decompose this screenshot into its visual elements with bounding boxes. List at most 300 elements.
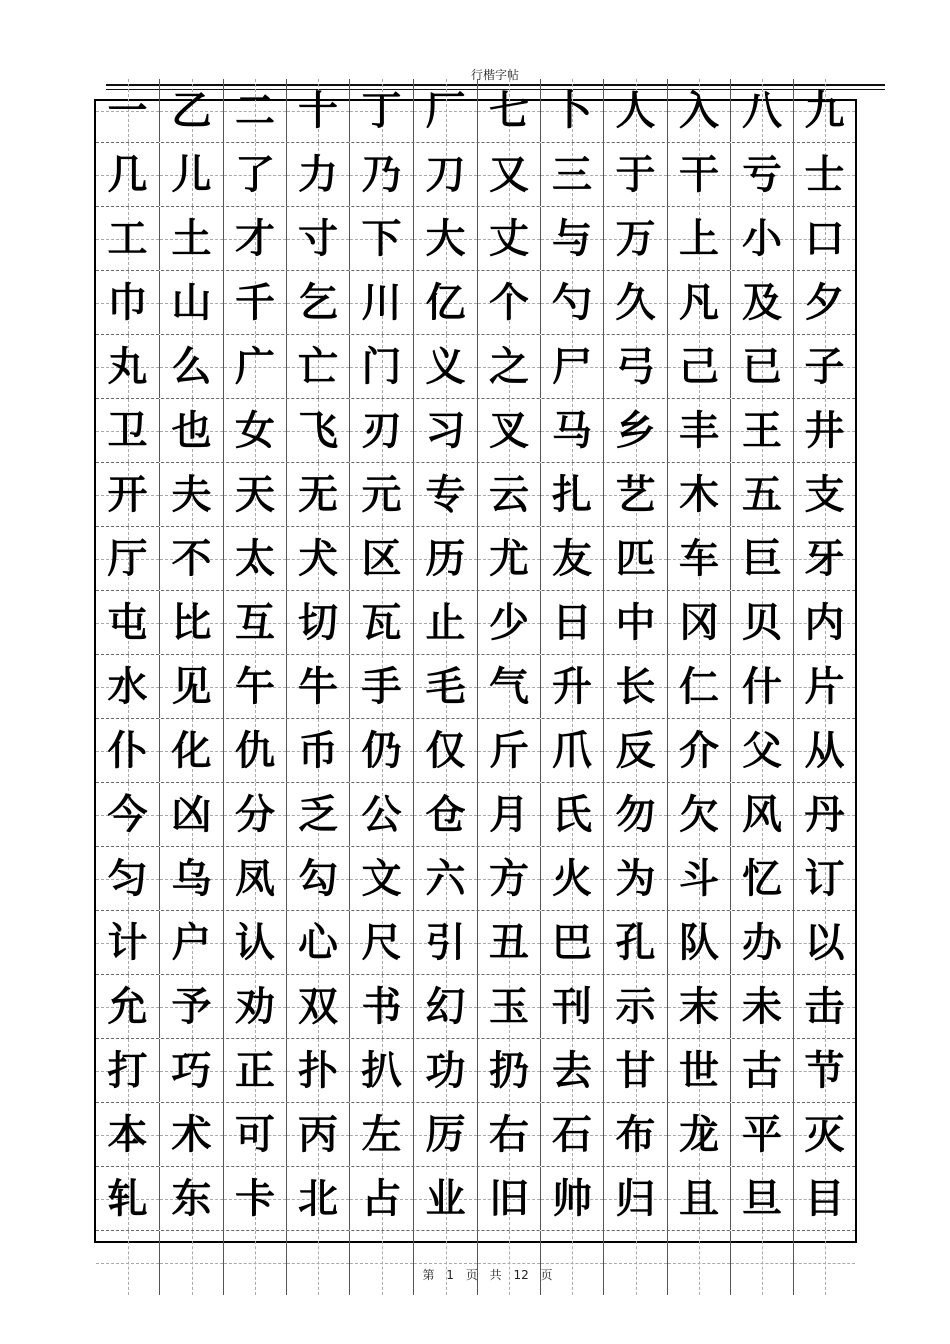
- practice-character: 手: [361, 662, 402, 710]
- grid-row: [96, 271, 855, 335]
- practice-character: 卫: [107, 406, 148, 454]
- grid-row: [96, 1167, 855, 1231]
- practice-character: 办: [742, 918, 782, 966]
- grid-cell: [541, 975, 604, 1038]
- grid-cell: [287, 1103, 350, 1166]
- grid-cell: [96, 1167, 160, 1230]
- practice-character: 千: [235, 278, 275, 326]
- practice-character: 币: [298, 726, 338, 774]
- practice-character: 习: [425, 406, 466, 454]
- grid-cell: [287, 207, 350, 270]
- practice-character: 小: [742, 214, 782, 262]
- practice-character: 土: [171, 214, 212, 262]
- grid-cell: [731, 335, 794, 398]
- grid-row: [96, 975, 855, 1039]
- practice-character: 井: [804, 406, 845, 454]
- practice-character: 久: [615, 278, 656, 326]
- grid-cell: [414, 79, 478, 142]
- grid-cell: [604, 399, 668, 462]
- practice-character: 尺: [361, 918, 402, 966]
- grid-cell: [96, 591, 160, 654]
- grid-cell: [96, 847, 160, 910]
- grid-cell: [731, 143, 794, 206]
- practice-character: 为: [615, 854, 656, 902]
- grid-cell: [668, 1167, 731, 1230]
- grid-cell: [478, 783, 541, 846]
- practice-character: 正: [235, 1046, 275, 1094]
- practice-character: 中: [615, 598, 656, 646]
- practice-character: 尸: [552, 342, 592, 390]
- grid-cell: [414, 719, 478, 782]
- grid-cell: [350, 1167, 414, 1230]
- grid-cell: [350, 463, 414, 526]
- grid-cell-empty: [96, 1231, 160, 1295]
- practice-character: 忆: [742, 854, 782, 902]
- grid-cell: [287, 1167, 350, 1230]
- grid-cell: [287, 463, 350, 526]
- grid-cell: [668, 975, 731, 1038]
- grid-cell: [478, 335, 541, 398]
- grid-cell: [668, 911, 731, 974]
- practice-character: 门: [361, 342, 402, 390]
- grid-cell: [668, 335, 731, 398]
- practice-character: 及: [742, 278, 782, 326]
- practice-character: 右: [489, 1110, 529, 1158]
- practice-character: 无: [298, 470, 338, 518]
- grid-cell: [160, 847, 224, 910]
- practice-character: 亡: [298, 342, 338, 390]
- practice-character: 且: [679, 1174, 719, 1222]
- grid-cell: [794, 1039, 855, 1102]
- grid-cell: [414, 911, 478, 974]
- practice-character: 丈: [489, 214, 529, 262]
- practice-character: 天: [235, 470, 275, 518]
- grid-row: [96, 143, 855, 207]
- practice-character: 计: [107, 918, 148, 966]
- practice-character: 元: [361, 470, 402, 518]
- practice-character: 凶: [171, 790, 212, 838]
- practice-character: 云: [489, 470, 529, 518]
- practice-character: 不: [171, 534, 212, 582]
- practice-character: 乙: [171, 86, 212, 134]
- grid-cell: [731, 655, 794, 718]
- grid-cell: [668, 527, 731, 590]
- grid-cell-empty: [604, 1231, 668, 1295]
- practice-character: 斤: [489, 726, 529, 774]
- practice-character: 么: [171, 342, 212, 390]
- practice-character: 厅: [107, 534, 148, 582]
- grid-cell: [541, 207, 604, 270]
- practice-character: 分: [235, 790, 275, 838]
- grid-cell: [731, 1103, 794, 1166]
- practice-character: 贝: [742, 598, 782, 646]
- practice-character: 允: [107, 982, 148, 1030]
- grid-cell: [478, 527, 541, 590]
- grid-cell: [350, 335, 414, 398]
- grid-cell: [604, 783, 668, 846]
- grid-cell: [160, 143, 224, 206]
- grid-cell: [414, 591, 478, 654]
- grid-cell: [668, 783, 731, 846]
- grid-cell: [794, 591, 855, 654]
- practice-character: 风: [742, 790, 782, 838]
- grid-cell: [794, 527, 855, 590]
- practice-character: 五: [742, 470, 782, 518]
- practice-character: 叉: [489, 406, 529, 454]
- grid-cell: [224, 655, 287, 718]
- footer-total-prefix: 共: [489, 1268, 502, 1282]
- grid-cell: [604, 911, 668, 974]
- grid-cell: [287, 719, 350, 782]
- grid-cell: [224, 975, 287, 1038]
- grid-cell: [224, 143, 287, 206]
- grid-cell: [350, 975, 414, 1038]
- grid-cell: [350, 847, 414, 910]
- grid-cell: [668, 399, 731, 462]
- practice-character: 寸: [298, 214, 338, 262]
- practice-character: 乏: [298, 790, 338, 838]
- practice-character: 占: [361, 1174, 402, 1222]
- practice-character: 广: [235, 342, 275, 390]
- grid-cell: [478, 1167, 541, 1230]
- practice-character: 丙: [298, 1110, 338, 1158]
- grid-cell: [414, 463, 478, 526]
- grid-row: [96, 655, 855, 719]
- grid-cell: [794, 399, 855, 462]
- practice-character: 了: [235, 150, 275, 198]
- grid-cell: [604, 655, 668, 718]
- practice-character: 毛: [425, 662, 466, 710]
- grid-cell: [478, 463, 541, 526]
- practice-character: 匀: [107, 854, 148, 902]
- grid-cell: [794, 783, 855, 846]
- practice-character: 车: [679, 534, 719, 582]
- grid-cell: [731, 783, 794, 846]
- grid-cell: [414, 975, 478, 1038]
- grid-cell: [731, 1167, 794, 1230]
- practice-character: 人: [615, 86, 656, 134]
- practice-character: 勾: [298, 854, 338, 902]
- practice-character: 气: [489, 662, 529, 710]
- practice-character: 二: [235, 86, 275, 134]
- practice-character: 订: [804, 854, 845, 902]
- grid-cell: [794, 1103, 855, 1166]
- practice-character: 区: [361, 534, 402, 582]
- grid-cell: [96, 399, 160, 462]
- practice-character: 七: [489, 86, 529, 134]
- grid-cell: [731, 911, 794, 974]
- practice-character: 帅: [552, 1174, 592, 1222]
- grid-cell: [287, 527, 350, 590]
- practice-character: 刃: [361, 406, 402, 454]
- grid-cell: [287, 399, 350, 462]
- practice-character: 予: [171, 982, 212, 1030]
- practice-character: 牙: [804, 534, 845, 582]
- grid-cell: [478, 591, 541, 654]
- practice-character: 节: [804, 1046, 845, 1094]
- grid-cell: [794, 655, 855, 718]
- grid-cell: [96, 207, 160, 270]
- grid-cell: [96, 783, 160, 846]
- practice-character: 旧: [489, 1174, 529, 1222]
- grid-cell: [604, 271, 668, 334]
- grid-cell: [794, 143, 855, 206]
- grid-cell: [96, 655, 160, 718]
- practice-character: 击: [804, 982, 845, 1030]
- practice-character: 下: [361, 214, 402, 262]
- practice-character: 卜: [552, 86, 592, 134]
- practice-character: 月: [489, 790, 529, 838]
- practice-character: 巧: [171, 1046, 212, 1094]
- practice-character: 功: [425, 1046, 466, 1094]
- grid-cell: [668, 655, 731, 718]
- grid-cell: [350, 1103, 414, 1166]
- grid-cell: [794, 1167, 855, 1230]
- practice-character: 夕: [804, 278, 845, 326]
- practice-character: 厂: [425, 86, 466, 134]
- grid-cell: [224, 591, 287, 654]
- grid-cell: [224, 271, 287, 334]
- grid-cell: [541, 847, 604, 910]
- grid-cell: [160, 271, 224, 334]
- practice-character: 太: [235, 534, 275, 582]
- grid-cell: [478, 207, 541, 270]
- grid-cell: [414, 527, 478, 590]
- grid-cell: [287, 975, 350, 1038]
- practice-character: 仍: [361, 726, 402, 774]
- grid-cell: [604, 79, 668, 142]
- document-title: 行楷字帖: [470, 68, 519, 82]
- grid-cell: [350, 399, 414, 462]
- grid-cell: [96, 271, 160, 334]
- grid-cell: [478, 1103, 541, 1166]
- grid-cell: [160, 911, 224, 974]
- grid-cell: [794, 975, 855, 1038]
- practice-character: 六: [425, 854, 466, 902]
- grid-cell: [478, 271, 541, 334]
- practice-character: 打: [107, 1046, 148, 1094]
- grid-cell: [541, 911, 604, 974]
- grid-cell-empty: [160, 1231, 224, 1295]
- grid-cell: [794, 335, 855, 398]
- practice-character: 飞: [298, 406, 338, 454]
- practice-character: 可: [235, 1110, 275, 1158]
- practice-character: 水: [107, 662, 148, 710]
- practice-character: 才: [235, 214, 275, 262]
- grid-row: [96, 335, 855, 399]
- practice-character: 去: [552, 1046, 592, 1094]
- grid-cell: [668, 591, 731, 654]
- grid-cell: [160, 1039, 224, 1102]
- practice-character: 乞: [298, 278, 338, 326]
- practice-character: 大: [425, 214, 466, 262]
- grid-cell: [604, 975, 668, 1038]
- grid-cell: [224, 207, 287, 270]
- practice-character: 王: [742, 406, 782, 454]
- practice-character: 互: [235, 598, 275, 646]
- grid-cell: [668, 1103, 731, 1166]
- practice-character: 丁: [361, 86, 402, 134]
- grid-cell: [414, 1039, 478, 1102]
- grid-cell: [604, 591, 668, 654]
- grid-cell: [668, 719, 731, 782]
- grid-cell: [604, 719, 668, 782]
- practice-character: 认: [235, 918, 275, 966]
- practice-character: 以: [804, 918, 845, 966]
- practice-character: 升: [552, 662, 592, 710]
- practice-character: 乌: [171, 854, 212, 902]
- grid-cell: [287, 271, 350, 334]
- practice-character: 什: [742, 662, 782, 710]
- practice-character: 勺: [552, 278, 592, 326]
- practice-character: 也: [171, 406, 212, 454]
- grid-cell: [414, 1103, 478, 1166]
- grid-cell: [668, 463, 731, 526]
- grid-cell: [96, 79, 160, 142]
- grid-cell: [350, 271, 414, 334]
- grid-cell: [541, 655, 604, 718]
- grid-cell: [224, 1167, 287, 1230]
- grid-cell: [414, 399, 478, 462]
- practice-character: 女: [235, 406, 275, 454]
- practice-character: 氏: [552, 790, 592, 838]
- practice-character: 冈: [679, 598, 719, 646]
- grid-cell: [541, 399, 604, 462]
- grid-cell: [350, 1039, 414, 1102]
- grid-cell: [96, 463, 160, 526]
- practice-character: 刀: [425, 150, 466, 198]
- footer-total-pages: 12: [513, 1268, 529, 1282]
- grid-cell: [160, 463, 224, 526]
- grid-cell: [604, 1103, 668, 1166]
- grid-cell: [287, 591, 350, 654]
- grid-cell: [224, 783, 287, 846]
- grid-cell: [541, 463, 604, 526]
- grid-cell: [731, 271, 794, 334]
- grid-cell: [414, 335, 478, 398]
- grid-cell: [794, 79, 855, 142]
- grid-cell: [731, 1039, 794, 1102]
- grid-cell: [160, 1167, 224, 1230]
- practice-character: 东: [171, 1174, 212, 1222]
- practice-character: 未: [742, 982, 782, 1030]
- grid-cell: [478, 1039, 541, 1102]
- practice-character: 万: [615, 214, 656, 262]
- grid-cell: [287, 911, 350, 974]
- grid-cell: [478, 975, 541, 1038]
- practice-character: 仁: [679, 662, 719, 710]
- grid-cell: [731, 719, 794, 782]
- grid-cell: [287, 1039, 350, 1102]
- practice-character: 欠: [679, 790, 719, 838]
- grid-cell: [287, 655, 350, 718]
- grid-cell: [541, 1103, 604, 1166]
- practice-character: 公: [361, 790, 402, 838]
- page-footer: [0, 1266, 950, 1283]
- grid-cell: [541, 335, 604, 398]
- practice-character: 屯: [107, 598, 148, 646]
- grid-cell: [478, 655, 541, 718]
- practice-character: 支: [804, 470, 845, 518]
- practice-character: 川: [361, 278, 402, 326]
- grid-row: [96, 719, 855, 783]
- practice-character: 斗: [679, 854, 719, 902]
- practice-character: 马: [552, 406, 592, 454]
- practice-character: 队: [679, 918, 719, 966]
- grid-cell: [668, 207, 731, 270]
- grid-cell: [287, 847, 350, 910]
- practice-character: 工: [107, 214, 148, 262]
- practice-character: 丑: [489, 918, 529, 966]
- practice-character: 左: [361, 1110, 402, 1158]
- grid-cell: [350, 911, 414, 974]
- footer-prefix: 第: [422, 1268, 435, 1282]
- practice-character: 爪: [552, 726, 592, 774]
- grid-cell: [350, 719, 414, 782]
- grid-cell: [604, 1167, 668, 1230]
- practice-character: 业: [425, 1174, 466, 1222]
- practice-character: 从: [804, 726, 845, 774]
- grid-cell-empty: [731, 1231, 794, 1295]
- practice-character: 今: [107, 790, 148, 838]
- practice-character: 与: [552, 214, 592, 262]
- practice-character: 艺: [615, 470, 656, 518]
- practice-character: 厉: [425, 1110, 466, 1158]
- practice-character: 木: [679, 470, 719, 518]
- practice-character: 幻: [425, 982, 466, 1030]
- practice-character: 仆: [107, 726, 148, 774]
- grid-cell: [668, 143, 731, 206]
- grid-cell: [731, 975, 794, 1038]
- grid-cell: [160, 399, 224, 462]
- practice-character: 古: [742, 1046, 782, 1094]
- practice-character: 上: [679, 214, 719, 262]
- grid-cell: [224, 463, 287, 526]
- grid-cell: [160, 655, 224, 718]
- practice-character: 专: [425, 470, 466, 518]
- practice-character: 之: [489, 342, 529, 390]
- practice-character: 巴: [552, 918, 592, 966]
- practice-character: 匹: [615, 534, 656, 582]
- practice-character: 心: [298, 918, 338, 966]
- grid-cell: [478, 79, 541, 142]
- practice-character: 子: [804, 342, 845, 390]
- grid-cell-empty: [541, 1231, 604, 1295]
- grid-cell: [350, 655, 414, 718]
- practice-character: 甘: [615, 1046, 656, 1094]
- grid-cell: [350, 591, 414, 654]
- practice-character: 比: [171, 598, 212, 646]
- grid-cell: [414, 655, 478, 718]
- practice-character: 片: [804, 662, 845, 710]
- grid-cell: [414, 783, 478, 846]
- grid-row: [96, 1103, 855, 1167]
- grid-cell: [794, 271, 855, 334]
- grid-cell: [731, 591, 794, 654]
- practice-character: 卡: [235, 1174, 275, 1222]
- grid-cell-empty: [668, 1231, 731, 1295]
- practice-character: 瓦: [361, 598, 402, 646]
- practice-character: 勿: [615, 790, 656, 838]
- practice-character: 目: [804, 1174, 845, 1222]
- practice-character: 夫: [171, 470, 212, 518]
- grid-cell: [160, 591, 224, 654]
- grid-cell: [224, 527, 287, 590]
- practice-character: 孔: [615, 918, 656, 966]
- grid-cell: [541, 783, 604, 846]
- practice-character: 玉: [489, 982, 529, 1030]
- practice-character: 本: [107, 1110, 148, 1158]
